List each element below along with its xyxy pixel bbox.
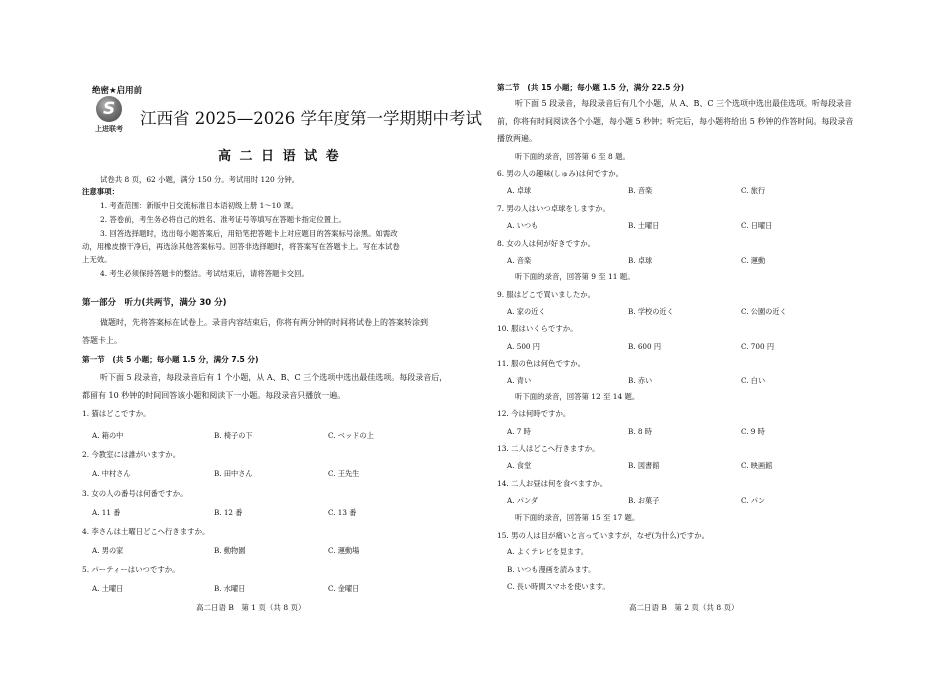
- option-a[interactable]: A. 土曜日: [92, 584, 124, 593]
- question-text: 3. 女の人の番号は何番ですか。: [82, 489, 188, 498]
- option-c[interactable]: C. 旅行: [741, 186, 766, 195]
- notice-heading: 注意事项：: [82, 187, 119, 196]
- option-c[interactable]: C. 王先生: [328, 469, 360, 478]
- option-c[interactable]: C. ベッドの上: [328, 431, 374, 440]
- option-c[interactable]: C. 日曜日: [741, 221, 773, 230]
- part1-heading: 第一部分 听力(共两节，满分 30 分): [82, 298, 227, 308]
- option-b[interactable]: B. 動物園: [214, 546, 246, 555]
- page-footer: 高二日语 B 第 2 页（共 8 页）: [629, 603, 739, 612]
- notice-line: 4. 考生必须保持答题卡的整洁。考试结束后，请将答题卡交回。: [100, 269, 309, 278]
- secret-label: 绝密★启用前: [92, 86, 143, 96]
- question-text: 10. 服はいくらですか。: [497, 324, 578, 333]
- option-a[interactable]: A. 青い: [507, 376, 532, 385]
- option-a[interactable]: A. 箱の中: [92, 431, 124, 440]
- listening-instruction: 听下面的录音，回答第 9 至 11 题。: [515, 272, 635, 281]
- logo-mark-letter: S: [103, 99, 116, 119]
- option-b[interactable]: B. 椅子の下: [214, 431, 253, 440]
- subject-title: 高 二 日 语 试 卷: [218, 149, 341, 164]
- option-b[interactable]: B. 水曜日: [214, 584, 246, 593]
- question-text: 14. 二人お昼は何を食べますか。: [497, 479, 608, 488]
- option-a[interactable]: A. パンダ: [507, 496, 539, 505]
- option-b[interactable]: B. 音楽: [628, 186, 653, 195]
- option-a[interactable]: A. 食堂: [507, 461, 532, 470]
- option-b[interactable]: B. 田中さん: [214, 469, 253, 478]
- option-a[interactable]: A. 音楽: [507, 256, 532, 265]
- option-c[interactable]: C. 運動場: [328, 546, 360, 555]
- option-c[interactable]: C. パン: [741, 496, 766, 505]
- option-a[interactable]: A. 11 番: [92, 508, 121, 517]
- listening-instruction: 听下面的录音，回答第 15 至 17 题。: [515, 513, 640, 522]
- section1-intro: 都留有 10 秒钟的时间回答该小题和阅读下一小题。每段录音只播放一遍。: [82, 391, 346, 400]
- option-a[interactable]: A. 7 時: [507, 427, 531, 436]
- question-text: 7. 男の人はいつ卓球をしますか。: [497, 204, 610, 213]
- section1-heading: 第一节 (共 5 小题；每小题 1.5 分，满分 7.5 分): [82, 355, 259, 364]
- section2-intro: 前，你将有时间阅读各个小题，每小题 5 秒钟；听完后，每小题将给出 5 秒钟的作答时间。每段录音: [497, 117, 854, 126]
- logo-label: 上进联考: [95, 125, 123, 133]
- question-text: 4. 李さんは土曜日どこへ行きますか。: [82, 527, 210, 536]
- notice-line: 3. 回答选择题时，选出每小题答案后，用铅笔把答题卡上对应题目的答案标号涂黑。如需改: [100, 229, 398, 238]
- listening-instruction: 听下面的录音，回答第 12 至 14 题。: [515, 392, 640, 401]
- option-b[interactable]: B. 8 時: [628, 427, 652, 436]
- logo: [92, 96, 126, 136]
- option-b[interactable]: B. 学校の近く: [628, 307, 674, 316]
- option-b[interactable]: B. 12 番: [214, 508, 243, 517]
- option-a[interactable]: A. 中村さん: [92, 469, 131, 478]
- notice-line: 上无效。: [82, 255, 112, 264]
- question-text: 2. 今教室には誰がいますか。: [82, 450, 181, 459]
- option-a[interactable]: A. 卓球: [507, 186, 532, 195]
- option-a[interactable]: A. 男の家: [92, 546, 124, 555]
- option-a[interactable]: A. 家の近く: [507, 307, 546, 316]
- listening-instruction: 听下面的录音，回答第 6 至 8 题。: [515, 152, 630, 161]
- option-c[interactable]: C. 運動: [741, 256, 766, 265]
- question-text: 13. 二人はどこへ行きますか。: [497, 444, 600, 453]
- option-c[interactable]: C. 映画館: [741, 461, 773, 470]
- option-c[interactable]: C. 公園の近く: [741, 307, 787, 316]
- option-c[interactable]: C. 長い時間スマホを使います。: [507, 582, 610, 591]
- option-b[interactable]: B. 600 円: [628, 342, 662, 351]
- question-text: 12. 今は何時ですか。: [497, 409, 571, 418]
- section2-heading: 第二节 (共 15 小题；每小题 1.5 分，满分 22.5 分): [497, 83, 685, 92]
- question-text: 1. 猫はどこですか。: [82, 409, 151, 418]
- option-b[interactable]: B. 土曜日: [628, 221, 660, 230]
- section2-intro: 播放两遍。: [497, 134, 537, 143]
- question-text: 15. 男の人は目が痛いと言っていますが，なぜ(为什么)ですか。: [497, 531, 710, 540]
- page-footer: 高二日语 B 第 1 页（共 8 页）: [196, 603, 306, 612]
- section1-intro: 听下面 5 段录音，每段录音后有 1 个小题，从 A、B、C 三个选项中选出最佳选项。每段录音后，: [100, 373, 448, 382]
- section2-intro: 听下面 5 段录音，每段录音后有几个小题，从 A、B、C 三个选项中选出最佳选项。听每段录音: [515, 99, 853, 108]
- option-b[interactable]: B. いつも漫画を読みます。: [507, 565, 596, 574]
- option-b[interactable]: B. 図書館: [628, 461, 660, 470]
- exam-title: 江西省 2025—2026 学年度第一学期期中考试: [140, 109, 482, 128]
- option-c[interactable]: C. 9 時: [741, 427, 765, 436]
- option-b[interactable]: B. お菓子: [628, 496, 660, 505]
- option-a[interactable]: A. よくテレビを見ます。: [507, 547, 588, 556]
- notice-line: 动，用橡皮擦干净后，再选涂其他答案标号。回答非选择题时，将答案写在答题卡上。写在本试卷: [82, 242, 400, 251]
- part1-intro: 答题卡上。: [82, 336, 122, 345]
- option-c[interactable]: C. 13 番: [328, 508, 357, 517]
- page-2: [475, 0, 950, 674]
- question-text: 11. 服の色は何色ですか。: [497, 359, 586, 368]
- question-text: 6. 男の人の趣味(しゅみ)は何ですか。: [497, 169, 624, 178]
- option-c[interactable]: C. 700 円: [741, 342, 775, 351]
- question-text: 9. 服はどこで買いましたか。: [497, 290, 596, 299]
- part1-intro: 做题时，先将答案标在试卷上。录音内容结束后，你将有两分钟的时间将试卷上的答案转涂到: [100, 318, 428, 327]
- notice-line: 2. 答卷前，考生务必将自己的姓名、准考证号等填写在答题卡指定位置上。: [100, 215, 346, 224]
- notice-line: 1. 考查范围：新版中日交流标准日本语初级上册 1～10 课。: [100, 201, 299, 210]
- question-text: 5. パーティーはいつですか。: [82, 565, 180, 574]
- option-b[interactable]: B. 卓球: [628, 256, 653, 265]
- option-c[interactable]: C. 金曜日: [328, 584, 360, 593]
- option-b[interactable]: B. 赤い: [628, 376, 653, 385]
- question-text: 8. 女の人は何が好きですか。: [497, 239, 596, 248]
- paper-info: 试卷共 8 页，62 小题，满分 150 分。考试用时 120 分钟。: [100, 175, 300, 184]
- logo-icon: [96, 96, 122, 122]
- option-c[interactable]: C. 白い: [741, 376, 766, 385]
- option-a[interactable]: A. いつも: [507, 221, 539, 230]
- option-a[interactable]: A. 500 円: [507, 342, 540, 351]
